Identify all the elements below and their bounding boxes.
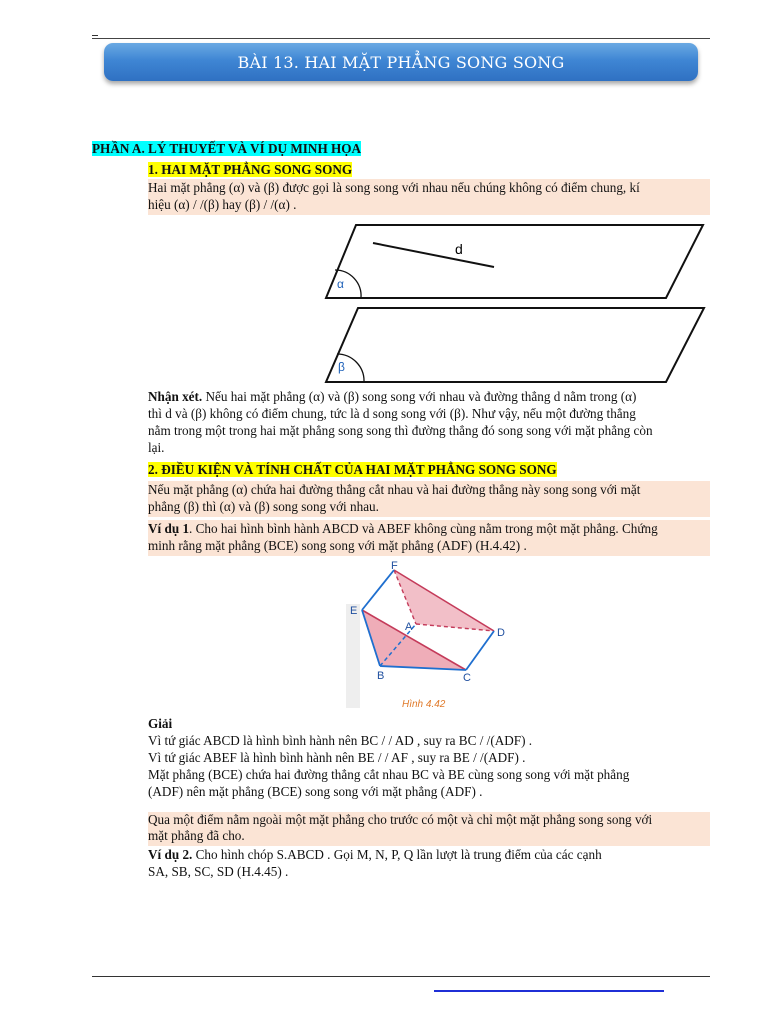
example-1-label: Ví dụ 1 bbox=[148, 521, 190, 536]
solution-block bbox=[148, 715, 710, 800]
example-2-line-2: SA, SB, SC, SD (H.4.45) . bbox=[148, 864, 289, 879]
example-1-line-2: minh rằng mặt phẳng (BCE) song song với mặt phẳng (ADF) (H.4.42) . bbox=[148, 538, 527, 553]
label-alpha: α bbox=[337, 277, 344, 291]
plane-beta bbox=[326, 308, 704, 382]
section-1-heading bbox=[148, 162, 352, 178]
definition-line-1: Hai mặt phẳng (α) và (β) được gọi là song song với nhau nếu chúng không có điểm chung, kí bbox=[148, 180, 640, 195]
footer-link-underline[interactable] bbox=[434, 990, 664, 992]
point-d-label: D bbox=[497, 627, 505, 639]
condition-box bbox=[148, 481, 710, 517]
theorem-line-2: mặt phẳng đã cho. bbox=[148, 828, 245, 843]
figure-caption: Hình 4.42 bbox=[402, 699, 446, 710]
part-heading bbox=[92, 141, 361, 157]
solution-line-1: Vì tứ giác ABCD là hình bình hành nên BC / / AD , suy ra BC / /(ADF) . bbox=[148, 733, 533, 748]
condition-line-2: phẳng (β) thì (α) và (β) song song với nhau. bbox=[148, 499, 379, 514]
solution-line-3: Mặt phẳng (BCE) chứa hai đường thẳng cắt nhau BC và BE cùng song song với mặt phẳng bbox=[148, 767, 630, 782]
remark-line-2: thì d và (β) không có điểm chung, tức là d song song với (β). Như vậy, nếu một đường thẳng bbox=[148, 406, 636, 421]
figure-shadow bbox=[346, 604, 360, 708]
definition-box bbox=[148, 179, 710, 215]
solution-line-4: (ADF) nên mặt phẳng (BCE) song song với mặt phẳng (ADF) . bbox=[148, 784, 483, 799]
point-b-label: B bbox=[377, 670, 385, 682]
label-d: d bbox=[455, 241, 463, 257]
header-mark bbox=[92, 35, 98, 36]
example-1-line-1: . Cho hai hình bình hành ABCD và ABEF không cùng nằm trong một mặt phẳng. Chứng bbox=[189, 521, 658, 536]
remark-line-3: nằm trong một trong hai mặt phẳng song song thì đường thẳng đó song song với mặt phẳng còn bbox=[148, 423, 653, 438]
line-d bbox=[373, 243, 494, 267]
title-banner bbox=[104, 43, 698, 81]
remark-paragraph bbox=[148, 388, 710, 456]
example-2-label: Ví dụ 2. bbox=[148, 847, 193, 862]
point-c-label: C bbox=[463, 672, 471, 684]
edge-fe bbox=[362, 570, 394, 610]
point-a-label: A bbox=[405, 621, 413, 633]
condition-line-1: Nếu mặt phẳng (α) chứa hai đường thẳng cắt nhau và hai đường thẳng này song song với mặt bbox=[148, 482, 641, 497]
edge-cd bbox=[466, 631, 494, 670]
example-1-box bbox=[148, 520, 710, 556]
point-e-label: E bbox=[350, 605, 358, 617]
plane-alpha bbox=[326, 225, 703, 298]
page-title: BÀI 13. HAI MẶT PHẲNG SONG SONG bbox=[237, 52, 565, 72]
point-f-label: F bbox=[391, 560, 398, 572]
part-heading-text: PHẦN A. LÝ THUYẾT VÀ VÍ DỤ MINH HỌA bbox=[92, 141, 362, 156]
solution-line-2: Vì tứ giác ABEF là hình bình hành nên BE / / AF , suy ra BE / /(ADF) . bbox=[148, 750, 526, 765]
section-2-heading bbox=[148, 462, 557, 478]
solution-heading: Giải bbox=[148, 716, 173, 731]
parallel-planes-figure bbox=[318, 220, 718, 390]
remark-line-4: lại. bbox=[148, 440, 165, 455]
definition-line-2: hiệu (α) / /(β) hay (β) / /(α) . bbox=[148, 197, 297, 212]
figure-4-42 bbox=[342, 560, 522, 710]
theorem-line-1: Qua một điểm nằm ngoài một mặt phẳng cho trước có một và chỉ một mặt phẳng song song với bbox=[148, 812, 653, 827]
remark-line-1: Nếu hai mặt phẳng (α) và (β) song song với nhau và đường thẳng d nằm trong (α) bbox=[202, 389, 637, 404]
theorem-box bbox=[148, 812, 710, 846]
header-rule bbox=[92, 38, 710, 39]
example-2-paragraph bbox=[148, 846, 710, 880]
label-beta: β bbox=[338, 360, 345, 374]
example-2-line-1: Cho hình chóp S.ABCD . Gọi M, N, P, Q lần lượt là trung điểm của các cạnh bbox=[192, 847, 602, 862]
section-2-heading-text: 2. ĐIỀU KIỆN VÀ TÍNH CHẤT CỦA HAI MẶT PHẲNG SONG SONG bbox=[148, 462, 557, 477]
footer-rule bbox=[92, 976, 710, 977]
remark-label: Nhận xét. bbox=[148, 389, 203, 404]
section-1-heading-text: 1. HAI MẶT PHẲNG SONG SONG bbox=[148, 162, 353, 177]
